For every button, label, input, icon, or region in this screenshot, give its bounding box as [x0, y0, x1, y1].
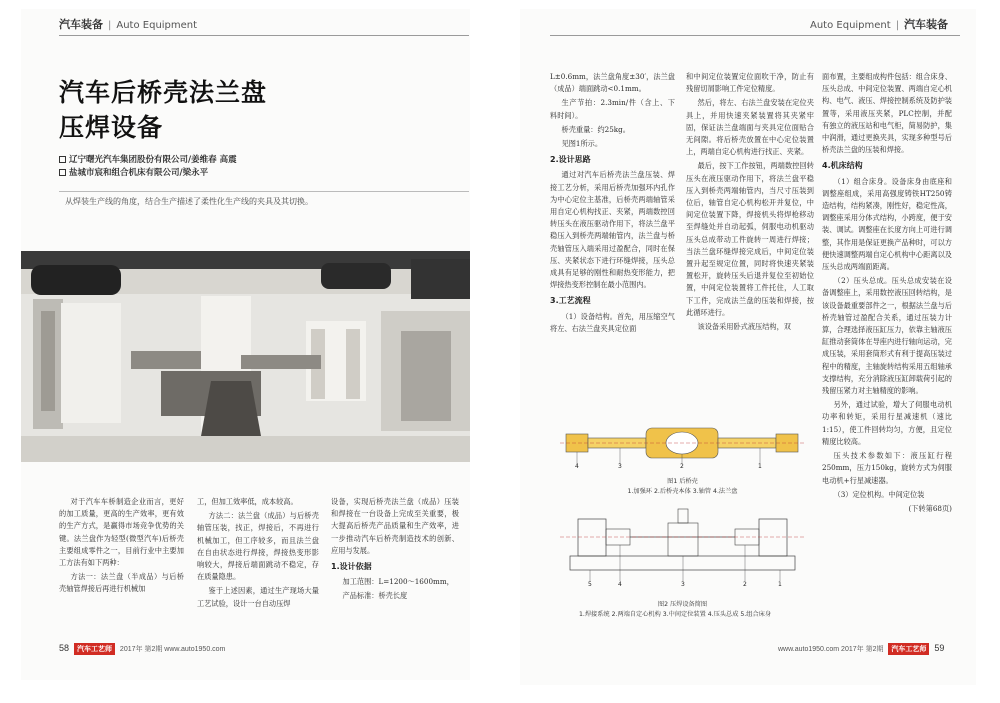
right-page: [520, 9, 976, 685]
issue-text: 2017年 第2期: [119, 646, 163, 653]
checkbox-square-icon: [59, 169, 66, 176]
title-line-1: 汽车后桥壳法兰盘: [59, 78, 268, 107]
paragraph: 对于汽车车桥制造企业而言，更好的加工质量，更高的生产效率，更有效的生产方式，是赢得市场竞争优势的关键。法兰盘作为轻型(微型汽车)后桥壳主要组成零件之一，目前行业中主要加工方法有如下两种：: [59, 497, 184, 568]
lead-text: 从焊装生产线的角度，结合生产描述了柔性化生产线的夹具及其切换。: [65, 197, 313, 206]
equipment-sketch-drawing: [560, 501, 805, 591]
running-head-en: Auto Equipment: [116, 20, 198, 31]
right-column-3: [822, 71, 952, 517]
left-column-1: [59, 496, 184, 598]
figure-callout: 2: [680, 463, 684, 470]
right-column-1: [550, 71, 675, 337]
section-heading: 1.设计依据: [331, 562, 372, 572]
paragraph: 见图1所示。: [561, 139, 603, 149]
right-column-2: [686, 71, 814, 335]
left-page: [21, 9, 470, 680]
paragraph: 桥壳重量：约25kg。: [561, 124, 630, 134]
article-title: [59, 75, 267, 145]
page-number: 58: [59, 643, 70, 653]
left-column-2: [197, 496, 319, 612]
paragraph: （1）设备结构。首先，用压缩空气将左、右法兰盘夹具定位面: [550, 311, 675, 333]
running-head-cn: 汽车装备: [904, 18, 949, 31]
paragraph: 面布置，主要组成构件包括：组合床身、压头总成、中间定位装置、两端自定心机构、电气、液压、焊接控制系统及防护装置等，采用液压夹紧，PLC控制，并配有独立的液压站和电气柜，简易防护，集中润滑，通过更换夹具，实现多种型号后桥壳法兰盘的压装和焊接。: [822, 72, 952, 155]
paragraph: 该设备采用卧式液压结构，双: [697, 322, 791, 332]
running-head: 汽车装备 | Auto Equipment: [59, 18, 198, 31]
paragraph: 然后，将左、右法兰盘安装在定位夹具上，并用快速夹紧装置将其夹紧牢固，保证法兰盘端面与夹具定位面贴合无间隙。将后桥壳放置在中心定位装置上，两端自定心机构进行找正、夹紧。: [686, 98, 814, 157]
paragraph: 和中间定位装置定位面吹干净，防止有残留切屑影响工件定位精度。: [686, 72, 814, 94]
continued-note: (下转第68页): [908, 503, 952, 513]
website-link[interactable]: www.auto1950.com: [164, 646, 226, 653]
running-head-cn: 汽车装备: [59, 18, 103, 31]
author-list: [59, 154, 237, 180]
paragraph: 压头技术参数如下：液压缸行程250mm，压力150kg，旋转方式为伺服电动机+行星减速器。: [822, 451, 952, 485]
issue-text: 2017年 第2期: [841, 646, 884, 653]
figure-2-caption: 图2 压焊设备简图: [657, 601, 708, 608]
author-line: 辽宁曙光汽车集团股份有限公司/姜维春 高震: [59, 154, 237, 167]
paragraph: （3）定位机构。中间定位装: [833, 489, 925, 499]
figure-1-caption: 图1 后桥壳: [667, 478, 698, 485]
running-head: Auto Equipment | 汽车装备: [810, 18, 949, 31]
header-rule: [550, 35, 960, 36]
equipment-photo: [21, 251, 470, 462]
page-footer: [59, 643, 225, 655]
website-link[interactable]: www.auto1950.com: [778, 646, 840, 653]
figure-callout: 4: [575, 463, 579, 470]
figure-callout: 3: [681, 581, 685, 588]
section-heading: 3.工艺流程: [550, 296, 591, 306]
lead-divider: [59, 191, 469, 192]
magazine-brand: 汽车工艺师: [74, 643, 115, 655]
running-head-en: Auto Equipment: [810, 20, 891, 31]
paragraph: 方法二：法兰盘（成品）与后桥壳轴管压装，找正，焊接后，不再进行机械加工，但工序较多，而且法兰盘在自由状态进行焊接，焊接热变形影响较大，焊接后端面跳动不稳定，存在质量隐患。: [197, 511, 319, 582]
paragraph: （1）组合床身。设备床身由底座和调整座组成，采用高强度铸铁HT250铸造结构，结构紧凑，刚性好，稳定性高，调整座采用分体式结构，小跨度，便于安装、调试。调整座在长度方向上可进行调整，其作用是保证更换产品种时，可以方便快速调整两端自定心机构中心距离以及压头总成两端面距离。: [822, 176, 952, 272]
paragraph: 工，但加工效率低，成本较高。: [197, 497, 298, 506]
figure-1-legend: 1.加强环 2.后桥壳本体 3.轴管 4.法兰盘: [627, 488, 738, 495]
page-footer: [778, 643, 944, 655]
figure-callout: 1: [778, 581, 782, 588]
title-line-2: 压焊设备: [59, 113, 164, 142]
figure-1-axle-housing: [560, 414, 805, 474]
section-heading: 4.机床结构: [822, 161, 863, 171]
section-heading: 2.设计思路: [550, 155, 591, 165]
page-number: 59: [934, 643, 945, 653]
left-column-3: [331, 496, 459, 605]
figure-callout: 1: [758, 463, 762, 470]
figure-callout: 3: [618, 463, 622, 470]
paragraph: L±0.6mm，法兰盘角度±30′，法兰盘（成品）端面跳动<0.1mm。: [550, 72, 675, 94]
paragraph: 设备，实现后桥壳法兰盘（成品）压装和焊接在一台设备上完成至关重要，极大提高后桥壳产品质量和生产效率，进一步推动汽车后桥壳制造技术的创新、应用与发展。: [331, 497, 459, 555]
header-rule: [59, 35, 469, 36]
checkbox-square-icon: [59, 156, 66, 163]
equipment-photo-graphic: [21, 251, 470, 462]
paragraph: 方法一：法兰盘（半成品）与后桥壳轴管焊接后再进行机械加: [59, 572, 184, 594]
paragraph: 通过对汽车后桥壳法兰盘压装、焊接工艺分析，采用后桥壳加强环内孔作为中心定位主基准，后桥壳两端轴管采用自定心机构找正、夹紧，两端数控回转压头在液压驱动作用下，将法兰盘平稳压入到桥壳两端轴管内，法兰盘与桥壳轴管压入端采用过盈配合，同时在保压、夹紧状态下进行环缝焊接，压头总成具有足够的刚性和耐热变形能力，把焊接热变形控制在最小范围内。: [550, 170, 675, 290]
paragraph: 另外，通过试验，增大了伺服电动机功率和转矩，采用行星减速机（速比1:15），使工件回转均匀，方便，且定位精度比较高。: [822, 400, 952, 446]
paragraph: 最后，按下工作按钮，两端数控回转压头在液压驱动作用下，将法兰盘平稳压入到桥壳两端轴管内，当尺寸压装到位后，轴管自定心机构松开并复位，中间定位装置下降，焊接机头将焊枪移动至焊缝处并自动起弧，伺服电动机驱动压头总成带动工件旋转一周进行焊接；当法兰盘环缝焊接完成后，中间定位装置升起至规定位置，同时将快速夹紧装置松开，旋转压头后退并复位至初始位置，中间定位装置将工件托住，人工取下工件，完成法兰盘的压装和焊接，按此循环进行。: [686, 161, 814, 317]
figure-callout: 4: [618, 581, 622, 588]
paragraph: 生产节拍：2.3min/件（含上、下料时间）。: [550, 98, 675, 120]
paragraph: 产品标准：桥壳长度: [342, 591, 408, 601]
paragraph: （2）压头总成。压头总成安装在设备调整座上，采用数控液压回转结构，是该设备最重要部件之一，根据法兰盘与后桥壳轴管过盈配合关系，通过压装力计算，合理选择液压缸压力，依靠主轴液压缸推动套筒体在导座内进行轴向运动，完成压装，采用套筒形式有利于提高压装过程中的精度，主轴旋转结构采用五组轴承支撑结构，充分消除液压缸卸载荷引起的残留压紧力对主轴精度的影响。: [822, 276, 952, 396]
figure-callout: 5: [588, 581, 592, 588]
author-line: 盐城市宸和组合机床有限公司/梁永平: [59, 167, 237, 180]
figure-callout: 2: [743, 581, 747, 588]
magazine-brand: 汽车工艺师: [888, 643, 929, 655]
paragraph: 加工范围：L=1200～1600mm，: [342, 577, 454, 587]
figure-2-legend: 1.焊接系统 2.两端自定心机构 3.中间定位装置 4.压头总成 5.组合床身: [578, 611, 772, 618]
figure-2-equipment-sketch: [560, 501, 805, 591]
paragraph: 鉴于上述因素，通过生产现场大量工艺试验，设计一台自动压焊: [197, 586, 319, 608]
